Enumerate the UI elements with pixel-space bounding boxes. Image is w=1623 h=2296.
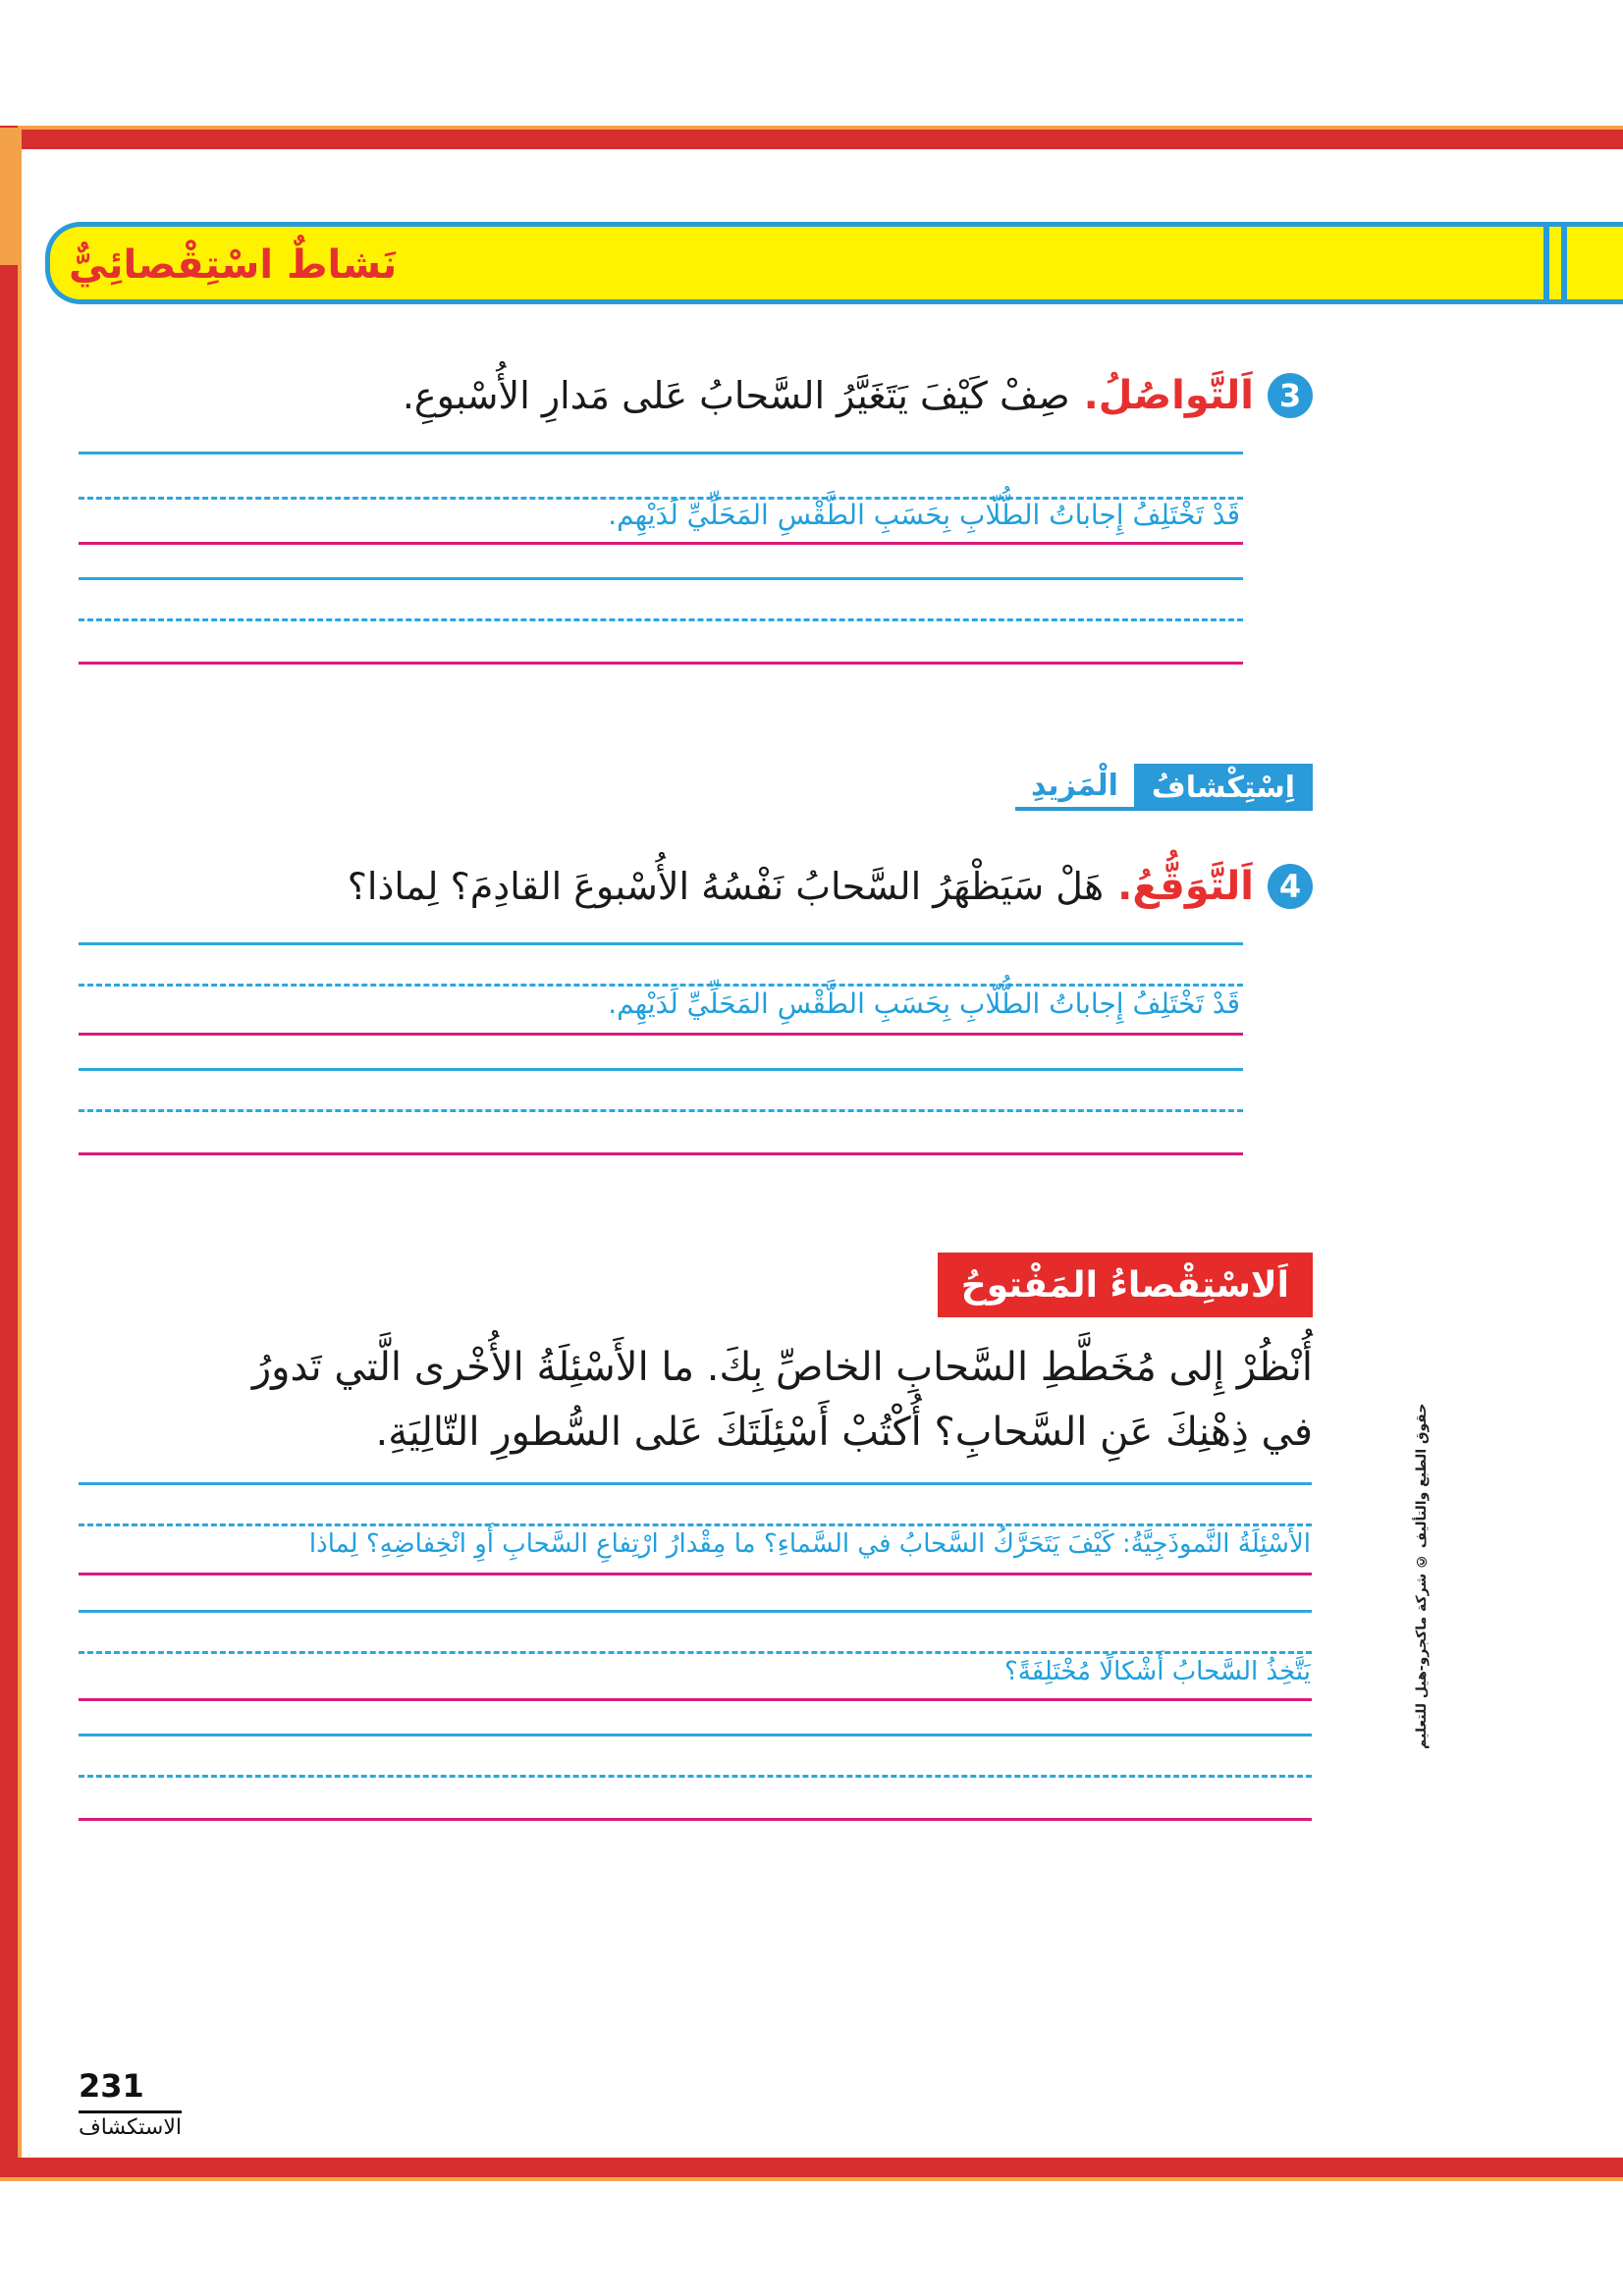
page-frame-corner bbox=[0, 128, 22, 265]
question-number-badge: 4 bbox=[1268, 864, 1313, 909]
explore-more-tab bbox=[1015, 764, 1313, 811]
answer-text: يَتَّخِذُ السَّحابُ أَشْكالًا مُخْتَلِفَةً؟ bbox=[1004, 1657, 1311, 1686]
question-4 bbox=[348, 852, 1313, 921]
page-number: 231 bbox=[79, 2067, 144, 2105]
writing-line-dashed bbox=[79, 1775, 1312, 1778]
writing-line-baseline bbox=[79, 662, 1243, 665]
writing-line-solid bbox=[79, 577, 1243, 580]
writing-line-solid bbox=[79, 452, 1243, 454]
explore-more-label: اِسْتِكْشافُ bbox=[1134, 764, 1313, 811]
writing-line-baseline bbox=[79, 1573, 1312, 1575]
writing-line-baseline bbox=[79, 1152, 1243, 1155]
banner-title: نَشاطٌ اسْتِقْصائِيٌّ bbox=[69, 242, 398, 288]
answer-text: الأَسْئِلَةُ النَّموذَجِيَّةُ: كَيْفَ يَتَحَرَّكُ السَّحابُ في السَّماءِ؟ ما مِقْدارُ ارْتِفاعِ السَّحابِ أَوِ انْخِفاضِهِ؟ لِماذا bbox=[308, 1529, 1311, 1559]
page-section-label: الاستكشاف bbox=[79, 2110, 182, 2140]
writing-line-dashed bbox=[79, 618, 1243, 621]
explore-more-label-secondary: الْمَزيدِ bbox=[1015, 764, 1134, 811]
writing-line-solid bbox=[79, 942, 1243, 945]
writing-line-solid bbox=[79, 1068, 1243, 1071]
question-number-badge: 3 bbox=[1268, 373, 1313, 418]
writing-line-dashed bbox=[79, 984, 1243, 987]
open-inquiry-paragraph bbox=[115, 1335, 1313, 1465]
writing-line-dashed bbox=[79, 1523, 1312, 1526]
writing-line-solid bbox=[79, 1610, 1312, 1613]
writing-line-solid bbox=[79, 1734, 1312, 1736]
paragraph-line: أُنْظُرْ إِلى مُخَطَّطِ السَّحابِ الخاصِّ بِكَ. ما الأَسْئِلَةُ الأُخْرى الَّتي تَدورُ bbox=[251, 1345, 1313, 1390]
question-label: اَلتَّواصُلُ. bbox=[1083, 373, 1254, 418]
banner-divider bbox=[1561, 222, 1567, 304]
question-label: اَلتَّوَقُّعُ. bbox=[1117, 864, 1254, 909]
copyright-note: حقوق الطبع والتأليف © شركة ماكجرو-هيل للتعليم bbox=[1414, 1404, 1430, 1750]
writing-line-solid bbox=[79, 1482, 1312, 1485]
answer-text: قَدْ تَخْتَلِفُ إِجاباتُ الطُّلّابِ بِحَسَبِ الطَّقْسِ المَحَلِّيِّ لَدَيْهِم. bbox=[608, 499, 1240, 531]
banner-divider bbox=[1543, 222, 1549, 304]
writing-line-baseline bbox=[79, 1698, 1312, 1701]
question-3 bbox=[403, 361, 1313, 430]
writing-line-dashed bbox=[79, 1109, 1243, 1112]
writing-line-baseline bbox=[79, 542, 1243, 545]
paragraph-line: في ذِهْنِكَ عَنِ السَّحابِ؟ أُكْتُبْ أَسْئِلَتَكَ عَلى السُّطورِ التّالِيَةِ. bbox=[375, 1410, 1313, 1455]
page-frame-left bbox=[0, 126, 22, 2177]
page-frame-bottom bbox=[0, 2158, 1623, 2181]
page-frame-top bbox=[0, 126, 1623, 149]
writing-line-baseline bbox=[79, 1818, 1312, 1821]
open-inquiry-title: اَلاسْتِقْصاءُ المَفْتوحُ bbox=[938, 1253, 1313, 1317]
writing-line-baseline bbox=[79, 1033, 1243, 1036]
writing-line-dashed bbox=[79, 1651, 1312, 1654]
question-text: صِفْ كَيْفَ يَتَغَيَّرُ السَّحابُ عَلى مَدارِ الأُسْبوعِ. bbox=[402, 374, 1070, 417]
question-text: هَلْ سَيَظْهَرُ السَّحابُ نَفْسُهُ الأُسْبوعَ القادِمَ؟ لِماذا؟ bbox=[347, 865, 1105, 908]
answer-text: قَدْ تَخْتَلِفُ إِجاباتُ الطُّلّابِ بِحَسَبِ الطَّقْسِ المَحَلِّيِّ لَدَيْهِم. bbox=[608, 988, 1240, 1020]
